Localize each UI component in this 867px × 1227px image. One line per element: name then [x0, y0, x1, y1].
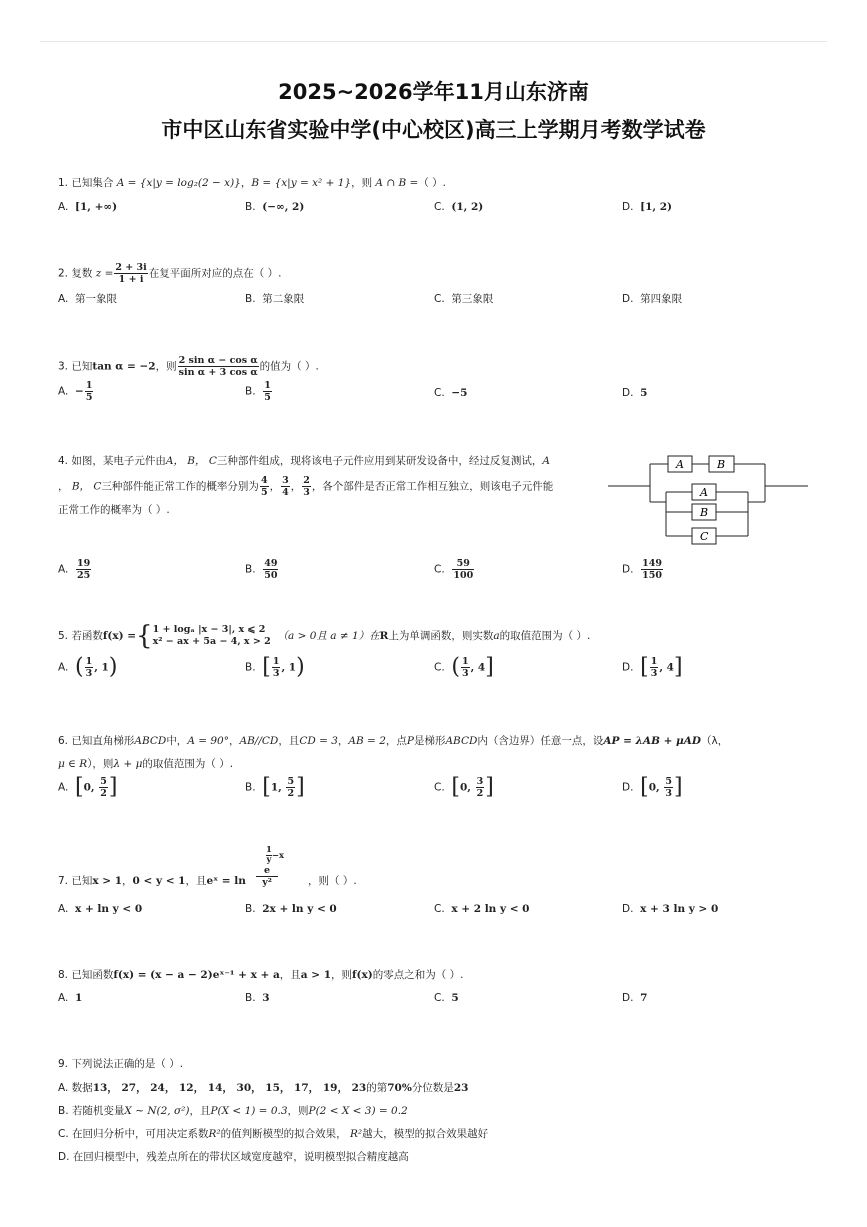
q8-text: ，且 [279, 969, 301, 981]
option-value: x + 3 ln y > 0 [640, 903, 719, 915]
option-fraction [650, 656, 659, 679]
q5-option-a[interactable] [58, 656, 117, 679]
fraction-denominator: 5 [85, 392, 93, 403]
q9-probability: P(X < 1) = 0.3 [210, 1105, 288, 1117]
q7-e: e [264, 865, 271, 876]
option-value: 第四象限 [640, 293, 683, 305]
q6-text: ），则 [87, 758, 114, 770]
q5-case-2: x² − ax + 5a − 4, x > 2 [152, 636, 271, 647]
q4-text: 4. 如图，某电子元件由 [58, 455, 166, 467]
option-value: 0, [459, 781, 475, 794]
q3-option-a[interactable] [58, 380, 94, 403]
q1-text: 1. 已知集合 [58, 177, 117, 189]
fraction-denominator: y [266, 855, 272, 865]
q4-option-c[interactable] [434, 558, 475, 581]
fraction-numerator: 3 [476, 776, 484, 787]
q6-text: 内（含边界）任意一点，设 [477, 735, 604, 747]
q5-brace: { [136, 621, 153, 651]
fraction-numerator: 1 [85, 656, 93, 667]
q8-option-d[interactable] [622, 991, 647, 1005]
q9-option-c[interactable] [58, 1127, 488, 1141]
top-rule [40, 41, 827, 42]
q1-expr: A ∩ B = [375, 177, 419, 189]
q3-text: 3. 已知 [58, 360, 93, 373]
option-label: D. [622, 293, 634, 305]
q4-text: ，各个部件是否正常工作相互独立，则该电子元件能 [311, 480, 554, 493]
bracket: [ [75, 774, 84, 800]
q1-option-a[interactable] [58, 200, 117, 214]
bracket: [ [640, 774, 649, 800]
option-label: C. [434, 661, 445, 674]
option-label: D. [622, 661, 634, 674]
q7-exp-tail: −x [271, 851, 285, 861]
q8-function: f(x) = (x − a − 2)eˣ⁻¹ + x + a [113, 969, 280, 981]
q3-option-c[interactable] [434, 386, 467, 400]
q4-option-a[interactable] [58, 558, 92, 581]
option-value: 1, [270, 781, 286, 794]
option-label: D. [622, 563, 634, 576]
question-4-line-3: 正常工作的概率为（ ）. [58, 504, 170, 516]
fraction-denominator: 2 [100, 788, 107, 799]
fraction-denominator: 5 [260, 487, 268, 498]
question-3-stem [58, 355, 319, 378]
q9-option-d[interactable]: D. 在回归模型中，残差点所在的带状区域宽度越窄，说明模型拟合精度越高 [58, 1151, 409, 1163]
q2-option-d[interactable] [622, 292, 682, 306]
fraction-denominator: 150 [642, 570, 662, 581]
bracket: ( [75, 654, 84, 680]
fraction-numerator: 2 + 3i [115, 262, 147, 273]
fraction-numerator: 19 [77, 558, 91, 569]
q4-vars: A [542, 455, 550, 467]
q8-option-c[interactable] [434, 991, 459, 1005]
option-value: , 4 [470, 661, 486, 674]
q7-option-b[interactable] [245, 902, 337, 916]
q9-r-squared: R² [208, 1128, 221, 1140]
option-label: C. [434, 903, 445, 915]
fraction-denominator: 4 [282, 487, 289, 498]
option-label: A. [58, 992, 69, 1004]
q3-fraction [178, 355, 259, 378]
fraction-numerator: 1 [461, 656, 469, 667]
q4-vars: B， C [71, 480, 102, 493]
q2-text: 在复平面所对应的点在（ ）. [148, 267, 282, 280]
q2-option-a[interactable] [58, 292, 117, 306]
fraction-numerator: 49 [264, 558, 278, 569]
option-label: D. [622, 992, 634, 1004]
q9-text: 的第 [366, 1082, 388, 1094]
q5-var: a [493, 630, 500, 642]
option-value: 5 [640, 387, 648, 399]
q8-text: 的零点之和为（ ）. [372, 969, 464, 981]
bracket: ] [108, 774, 118, 800]
q5-option-b[interactable] [245, 656, 305, 679]
option-fraction [664, 776, 673, 799]
option-label: B. [245, 293, 256, 305]
diagram-label: A [700, 486, 708, 499]
fraction-numerator: 1 [266, 845, 272, 855]
q6-text: （λ， [701, 735, 729, 747]
q4-text: 三种部件能正常工作的概率分别为 [101, 480, 259, 493]
q2-var: z = [95, 267, 114, 280]
option-label: A. [58, 201, 69, 213]
q5-piecewise [153, 624, 271, 648]
option-label: D. [622, 781, 634, 794]
option-value: (1, 2) [451, 201, 484, 213]
option-label: D. [622, 903, 634, 915]
q8-condition: a > 1 [300, 969, 332, 981]
fraction-denominator: 1 + i [118, 274, 144, 285]
option-label: D. [622, 387, 634, 399]
option-fraction [286, 776, 295, 799]
q8-function-name: f(x) [352, 969, 373, 981]
q7-text: 7. 已知 [58, 875, 93, 887]
option-label: C. [434, 992, 445, 1004]
q8-option-a[interactable] [58, 991, 82, 1005]
q6-option-c[interactable] [434, 776, 494, 799]
bracket: [ [451, 774, 460, 800]
option-label: B. [245, 992, 256, 1004]
q4-text: ， [58, 480, 72, 493]
q4-prob-b [281, 475, 290, 498]
q3-text: ，则 [155, 360, 177, 373]
fraction-numerator: 5 [287, 776, 295, 787]
bracket: ] [673, 774, 683, 800]
fraction-numerator: 5 [665, 776, 672, 787]
q5-reals: R [379, 630, 389, 642]
option-value: 1 [75, 992, 83, 1004]
option-label: A. [58, 781, 69, 794]
q9-value: 23 [453, 1082, 469, 1094]
page-title-line-2: 市中区山东省实验中学(中心校区)高三上学期月考数学试卷 [161, 118, 706, 142]
fraction-numerator: 59 [452, 558, 474, 570]
q6-condition: AB//CD [239, 735, 279, 747]
q7-condition: x > 1 [92, 875, 123, 887]
option-label: C. [434, 563, 445, 576]
fraction-numerator: 149 [642, 558, 662, 569]
q1-text: ，则 [351, 177, 376, 189]
fraction-numerator: 5 [100, 776, 107, 787]
q5-case-1: 1 + logₐ |x − 3|, x ⩽ 2 [152, 624, 266, 635]
fraction-denominator: 3 [85, 668, 93, 679]
bracket: [ [640, 654, 649, 680]
option-value: [1, 2) [640, 201, 672, 213]
q6-text: 的取值范围为（ ）. [142, 758, 234, 770]
option-value: 7 [640, 992, 648, 1004]
q6-option-a[interactable] [58, 776, 117, 799]
option-value: x + 2 ln y < 0 [451, 903, 530, 915]
q8-text: ，则 [331, 969, 353, 981]
fraction-denominator: 3 [303, 487, 310, 498]
bracket: ( [451, 654, 460, 680]
q6-var: ABCD [445, 735, 478, 747]
option-value: , 1 [281, 661, 297, 674]
question-4-line-2: ， B， C三种部件能正常工作的概率分别为 $\frac{4}{5}$ ， $\frac{3}{4}$ ， $\frac{2}{3}$ ，各个部件是否正常工作相互独立，则该电子元件能 [58, 475, 554, 498]
bracket: ] [673, 654, 683, 680]
q6-expr: λ + μ [113, 758, 143, 770]
bracket: [ [262, 774, 271, 800]
question-1-stem [58, 176, 446, 190]
option-fraction [476, 776, 485, 799]
option-value: 5 [451, 992, 459, 1004]
q9-text: B. 若随机变量 [58, 1105, 125, 1117]
q3-text: 的值为（ ）. [259, 360, 319, 373]
q5-option-c[interactable] [434, 656, 494, 679]
q9-probability: P(2 < X < 3) = 0.2 [308, 1105, 408, 1117]
q5-text: 上为单调函数，则实数 [388, 630, 494, 642]
q3-option-b[interactable] [245, 380, 273, 403]
option-value: , 1 [94, 661, 109, 674]
option-value: 第一象限 [75, 293, 118, 305]
bracket: ) [296, 654, 305, 680]
q7-text-run: 7. 已知x > 1，0 < y < 1，且eˣ = ln [58, 875, 246, 887]
q4-vars: A， B， C [165, 455, 217, 467]
q1-set-b: B = {x|y = x² + 1} [251, 177, 352, 189]
option-label: C. [434, 387, 445, 399]
option-value: 第三象限 [451, 293, 494, 305]
q6-var: ABCD [134, 735, 167, 747]
q8-text: 8. 已知函数 [58, 969, 114, 981]
option-value: 0, [648, 781, 664, 794]
q4-prob-a [260, 475, 269, 498]
bracket: [ [262, 654, 271, 680]
fraction-denominator: 50 [264, 570, 278, 581]
circuit-diagram [608, 448, 810, 548]
q2-fraction [114, 262, 147, 285]
q7-numerator [256, 845, 285, 877]
option-label: B. [245, 563, 256, 576]
q8-option-b[interactable] [245, 991, 270, 1005]
option-label: B. [245, 201, 256, 213]
fraction-numerator: 2 [303, 475, 310, 486]
q6-text: 6. 已知直角梯形 [58, 735, 135, 747]
q7-text: ，且 [185, 875, 207, 887]
option-label: B. [245, 781, 256, 794]
q7-equation: eˣ = ln [206, 875, 246, 887]
option-label: A. [58, 661, 69, 674]
q2-option-b[interactable] [245, 292, 304, 306]
option-value: 3 [262, 992, 270, 1004]
fraction-numerator: 1 [650, 656, 658, 667]
fraction-denominator: 3 [272, 668, 280, 679]
fraction-denominator: 100 [453, 570, 474, 581]
option-fraction [99, 776, 108, 799]
q9-text: ，且 [189, 1105, 211, 1117]
q1-text: ， [240, 177, 252, 189]
q1-option-b[interactable] [245, 200, 304, 214]
q4-prob-c [302, 475, 311, 498]
q4-option-b[interactable] [245, 558, 279, 581]
question-6-line-2 [58, 757, 233, 771]
bracket: ] [485, 654, 494, 680]
q9-text: C. 在回归分析中，可用决定系数 [58, 1128, 209, 1140]
q7-denominator: y² [262, 877, 272, 888]
fraction-numerator: 1 [85, 380, 93, 391]
option-fraction [452, 558, 474, 581]
q6-condition: AB = 2 [348, 735, 386, 747]
page-title-line-1: 2025~2026学年11月山东济南 [278, 80, 589, 104]
q9-text: 越大，模型的拟合效果越好 [362, 1128, 489, 1140]
option-label: A. [58, 385, 69, 398]
q7-big-fraction [256, 845, 285, 888]
question-5-stem [58, 621, 591, 651]
option-label: B. [245, 385, 256, 398]
q6-option-b[interactable] [245, 776, 305, 799]
option-label: A. [58, 563, 69, 576]
option-label: A. [58, 903, 69, 915]
option-fraction [263, 558, 278, 581]
q6-condition: A = 90° [187, 735, 229, 747]
fraction-denominator: 25 [77, 570, 91, 581]
q9-data: 13， 27， 24， 12， 14， 30， 15， 17， 19， 23 [92, 1082, 367, 1094]
q3-condition: tan α = −2 [92, 360, 156, 373]
option-value: 0, [83, 781, 99, 794]
q7-option-c[interactable] [434, 902, 529, 916]
q4-option-d[interactable] [622, 558, 664, 581]
fraction-denominator: 5 [264, 392, 271, 403]
option-label: C. [434, 201, 445, 213]
fraction-denominator: 2 [287, 788, 295, 799]
q7-option-d[interactable] [622, 902, 718, 916]
q7-condition: 0 < y < 1 [132, 875, 186, 887]
fraction-denominator: 3 [650, 668, 658, 679]
option-label: C. [434, 781, 445, 794]
option-fraction [85, 380, 94, 403]
q4-text: 三种部件组成，现将该电子元件应用到某研发设备中，经过反复测试， [216, 455, 543, 467]
option-fraction [272, 656, 281, 679]
question-6-line-1: 6. 已知直角梯形ABCD中，A = 90°，AB//CD，且CD = 3，AB = 2，点P是梯形ABCD内（含边界）任意一点，设AP = λAB + μAD（λ， [58, 735, 729, 747]
q9-r-squared: R² [349, 1128, 363, 1140]
diagram-label: B [717, 458, 726, 471]
option-fraction [461, 656, 470, 679]
diagram-label: A [676, 458, 684, 471]
option-fraction [85, 656, 94, 679]
q9-text: 分位数是 [411, 1082, 454, 1094]
option-value: 2x + ln y < 0 [262, 903, 337, 915]
option-value: x + ln y < 0 [75, 903, 143, 915]
fraction-denominator: 3 [461, 668, 469, 679]
option-value: (−∞, 2) [262, 201, 305, 213]
q1-set-a: A = {x|y = log₂(2 − x)} [116, 177, 241, 189]
q9-distribution: X ∼ N(2, σ²) [124, 1105, 190, 1117]
q5-text: 的取值范围为（ ）. [499, 630, 591, 642]
q6-text: 中， [166, 735, 188, 747]
q6-var: P [406, 735, 414, 747]
q6-condition: CD = 3 [299, 735, 338, 747]
fraction-denominator: 2 [476, 788, 484, 799]
option-label: B. [245, 661, 256, 674]
diagram-label: C [700, 530, 709, 543]
bracket: ] [296, 774, 305, 800]
bracket: ) [108, 654, 118, 680]
option-value: , 4 [659, 661, 674, 674]
q9-text: ，则 [287, 1105, 309, 1117]
bracket: ] [485, 774, 494, 800]
q5-option-d[interactable] [622, 656, 683, 679]
question-9-stem: 9. 下列说法正确的是（ ）. [58, 1058, 184, 1070]
fraction-numerator: 1 [272, 656, 280, 667]
q7-exponent [266, 846, 284, 865]
q7-e-base [258, 845, 285, 876]
option-label: B. [245, 903, 256, 915]
fraction-denominator: 3 [665, 788, 672, 799]
q7-option-a[interactable] [58, 902, 142, 916]
option-value: [1, +∞) [75, 201, 118, 213]
q9-text: 的值判断模型的拟合效果， [220, 1128, 347, 1140]
q9-option-a[interactable] [58, 1081, 468, 1095]
q9-percent: 70% [387, 1082, 412, 1094]
fraction-numerator: 1 [264, 380, 271, 391]
fraction-numerator: 4 [260, 475, 268, 486]
q7-text: ，则（ ）. [308, 875, 357, 887]
option-fraction [76, 558, 91, 581]
option-sign: − [75, 385, 84, 398]
fraction-numerator: 2 sin α − cos α [178, 355, 258, 366]
q9-option-b[interactable] [58, 1104, 408, 1118]
q2-text: 2. 复数 [58, 267, 96, 280]
q6-condition: μ ∈ R [58, 758, 88, 770]
q1-text: （ ）. [418, 177, 447, 189]
q6-text: ，点 [385, 735, 407, 747]
q2-option-c[interactable] [434, 292, 493, 306]
option-fraction [263, 380, 272, 403]
question-4-line-1 [58, 454, 550, 468]
q9-text: A. 数据 [58, 1082, 93, 1094]
q1-option-d[interactable] [622, 200, 672, 214]
question-2-stem [58, 262, 281, 285]
q6-text: ，且 [278, 735, 300, 747]
q5-function: f(x) = [102, 630, 137, 642]
option-label: A. [58, 293, 69, 305]
q6-vector-eq: AP = λAB + μAD [603, 735, 701, 747]
q5-text: （a > 0且 a ≠ 1）在 [277, 630, 380, 642]
option-fraction [641, 558, 663, 581]
fraction-numerator: 3 [282, 475, 289, 486]
q6-text: 是梯形 [413, 735, 446, 747]
option-value: −5 [451, 387, 468, 399]
q6-option-d[interactable] [622, 776, 683, 799]
option-label: C. [434, 293, 445, 305]
question-8-stem [58, 968, 463, 982]
diagram-label: B [700, 506, 709, 519]
q3-option-d[interactable] [622, 386, 647, 400]
fraction-denominator: sin α + 3 cos α [178, 367, 258, 378]
q5-text: 5. 若函数 [58, 630, 103, 642]
option-value: 第二象限 [262, 293, 305, 305]
option-label: D. [622, 201, 634, 213]
q1-option-c[interactable] [434, 200, 483, 214]
